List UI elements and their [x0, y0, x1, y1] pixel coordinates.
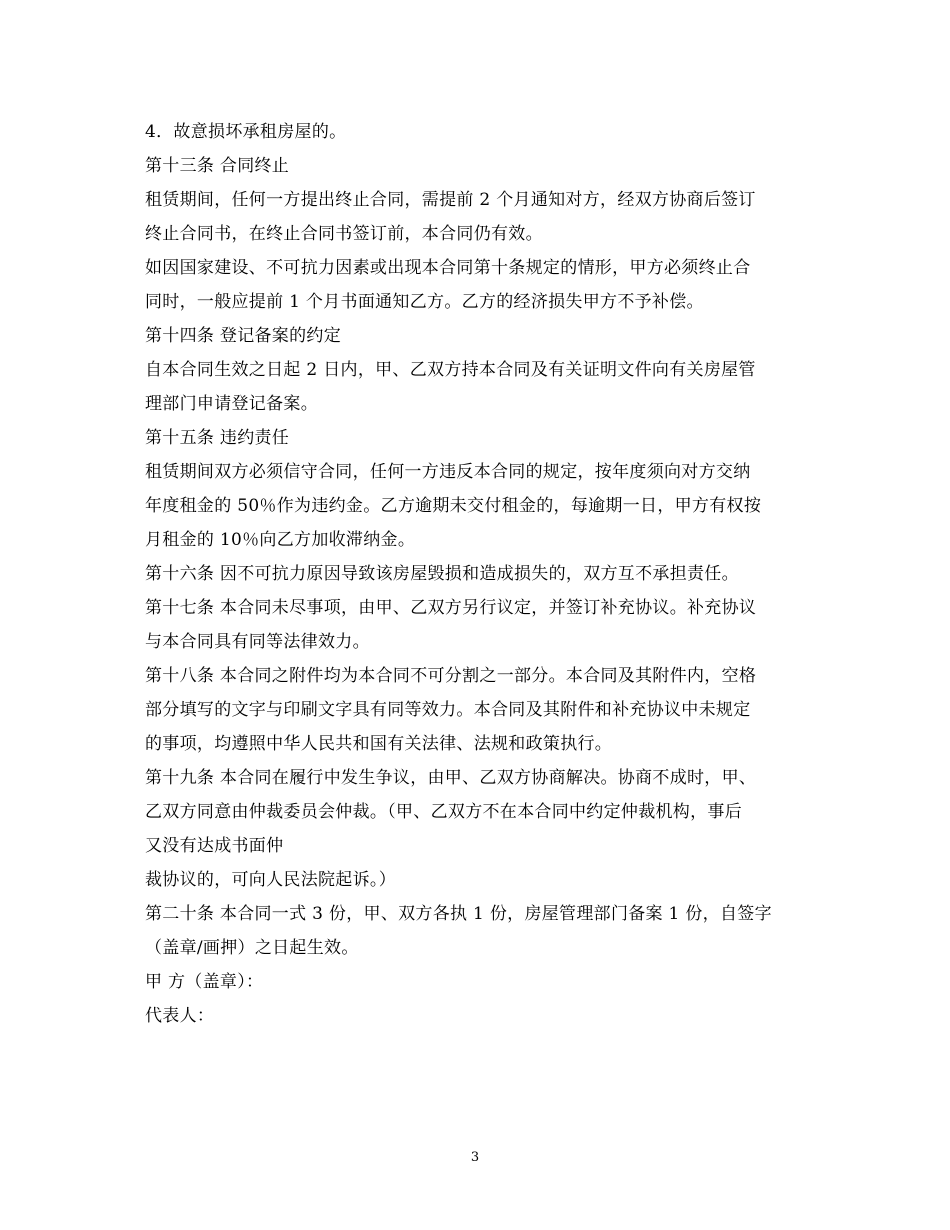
text-line: 同时，一般应提前 1 个月书面通知乙方。乙方的经济损失甲方不予补偿。 — [145, 292, 704, 312]
text-line: 4．故意损坏承租房屋的。 — [145, 122, 347, 142]
text-line: 第十八条 本合同之附件均为本合同不可分割之一部分。本合同及其附件内，空格 — [145, 666, 757, 686]
text-line: 终止合同书，在终止合同书签订前，本合同仍有效。 — [145, 224, 543, 244]
text-line: 裁协议的，可向人民法院起诉。） — [145, 870, 396, 890]
text-line: 自本合同生效之日起 2 日内，甲、乙双方持本合同及有关证明文件向有关房屋管 — [145, 360, 756, 380]
text-line: 又没有达成书面仲 — [145, 836, 284, 856]
text-line: 第十七条 本合同未尽事项，由甲、乙双方另行议定，并签订补充协议。补充协议 — [145, 598, 757, 618]
text-line: 部分填写的文字与印刷文字具有同等效力。本合同及其附件和补充协议中未规定 — [145, 700, 751, 720]
page-number: 3 — [470, 1150, 480, 1165]
text-line: 与本合同具有同等法律效力。 — [145, 632, 370, 652]
text-line: 第十六条 因不可抗力原因导致该房屋毁损和造成损失的，双方互不承担责任。 — [145, 564, 739, 584]
text-line: 理部门申请登记备案。 — [145, 394, 318, 414]
text-line: 租赁期间双方必须信守合同，任何一方违反本合同的规定，按年度须向对方交纳 — [145, 462, 751, 482]
text-line: 乙双方同意由仲裁委员会仲裁。（甲、乙双方不在本合同中约定仲裁机构，事后 — [145, 802, 742, 822]
text-line: 第二十条 本合同一式 3 份，甲、双方各执 1 份，房屋管理部门备案 1 份，自签字 — [145, 904, 772, 924]
text-line: 第十九条 本合同在履行中发生争议，由甲、乙双方协商解决。协商不成时，甲、 — [145, 768, 757, 788]
signature-line-party-a: 甲 方（盖章）： — [145, 972, 264, 992]
text-line: 租赁期间，任何一方提出终止合同，需提前 2 个月通知对方，经双方协商后签订 — [145, 190, 756, 210]
text-line: （盖章/画押）之日起生效。 — [145, 938, 359, 958]
document-body — [145, 115, 815, 1033]
signature-line-representative: 代表人： — [145, 1006, 215, 1026]
section-heading: 第十三条 合同终止 — [145, 156, 290, 176]
text-line: 的事项，均遵照中华人民共和国有关法律、法规和政策执行。 — [145, 734, 613, 754]
text-line: 月租金的 10％向乙方加收滞纳金。 — [145, 530, 416, 550]
section-heading: 第十四条 登记备案的约定 — [145, 326, 342, 346]
section-heading: 第十五条 违约责任 — [145, 428, 290, 448]
text-line: 年度租金的 50％作为违约金。乙方逾期未交付租金的，每逾期一日，甲方有权按 — [145, 496, 762, 516]
text-line: 如因国家建设、不可抗力因素或出现本合同第十条规定的情形，甲方必须终止合 — [145, 258, 751, 278]
